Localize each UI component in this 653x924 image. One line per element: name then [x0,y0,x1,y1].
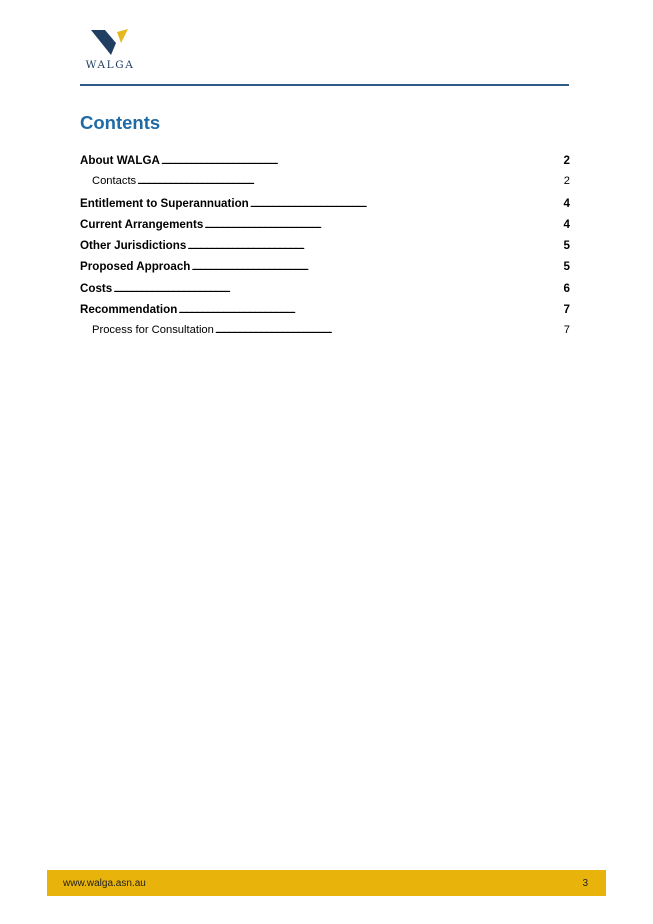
toc-page-number: 7 [563,303,570,317]
toc-entry-other-jurisdictions[interactable] [80,235,570,256]
toc-label: Process for Consultation [92,324,214,337]
toc-entry-current-arrangements[interactable] [80,214,570,235]
toc-page-number: 6 [563,281,570,295]
toc-page-number: 5 [563,260,570,274]
toc-label: Other Jurisdictions [80,239,187,253]
toc-page-number: 2 [563,154,570,167]
toc-entry-about-walga[interactable] [80,150,570,171]
footer-page-number: 3 [582,878,588,889]
toc-label: Contacts [92,175,137,188]
toc-entry-costs[interactable] [80,278,570,299]
logo-wordmark: WALGA [85,59,135,71]
toc-page-number: 4 [563,196,570,210]
toc-page-number: 2 [563,175,570,188]
toc-page-number: 5 [563,239,570,253]
page-footer [47,870,606,896]
toc-leader [191,256,562,277]
toc-label: Entitlement to Superannuation [80,196,249,210]
toc-entry-recommendation[interactable] [80,299,570,320]
walga-logo-icon [91,28,129,56]
toc-entry-proposed-approach[interactable] [80,256,570,277]
page-title: Contents [80,112,161,133]
walga-logo [80,28,140,74]
toc-leader [215,320,563,341]
footer-url[interactable]: www.walga.asn.au [63,878,146,889]
toc-label: Costs [80,281,113,295]
toc-entry-contacts[interactable] [80,171,570,192]
toc-leader [161,150,563,171]
toc-label: Proposed Approach [80,260,191,274]
toc-leader [113,278,562,299]
toc-page-number: 7 [563,324,570,337]
toc-leader [204,214,562,235]
toc-leader [187,235,562,256]
toc-label: Recommendation [80,303,178,317]
toc-entry-entitlement-to-superannuation[interactable] [80,193,570,214]
toc-entry-process-for-consultation[interactable] [80,320,570,341]
toc-leader [178,299,562,320]
toc-label: Current Arrangements [80,217,204,231]
toc-leader [137,171,563,192]
table-of-contents [80,150,570,342]
toc-page-number: 4 [563,217,570,231]
toc-label: About WALGA [80,154,160,167]
toc-leader [250,193,563,214]
header-rule [80,84,569,86]
